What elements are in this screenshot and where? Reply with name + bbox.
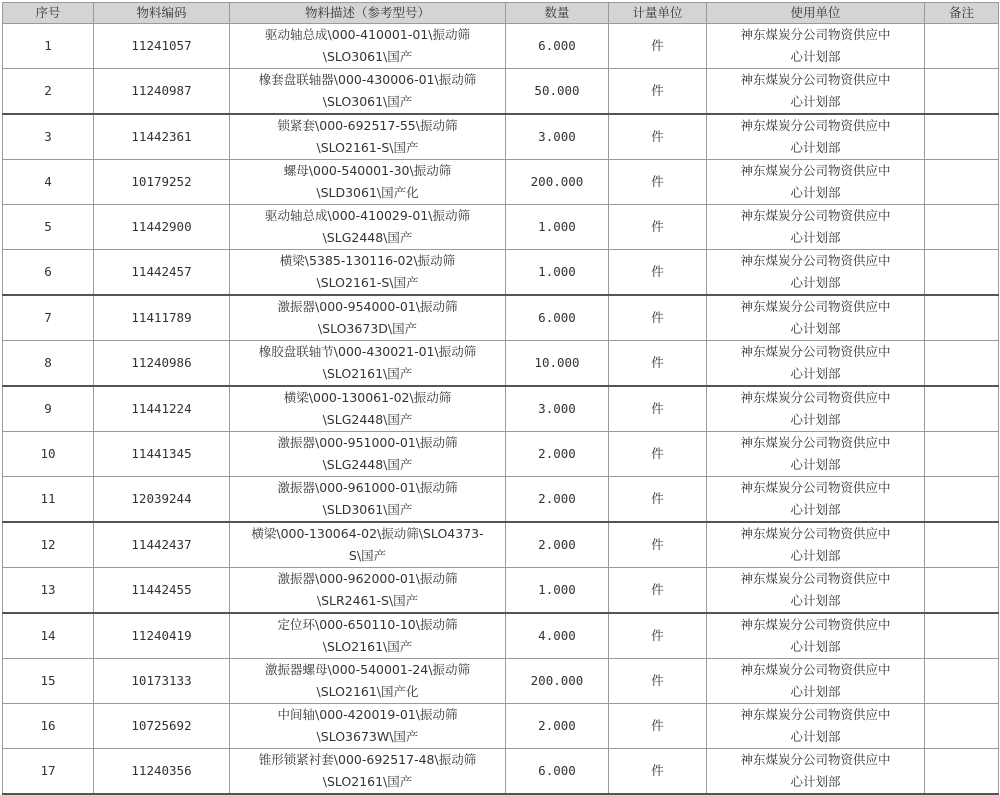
table-row xyxy=(3,704,999,749)
cell-dept xyxy=(707,24,925,69)
dept-line-2: 心计划部 xyxy=(790,729,841,744)
cell-unit: 件 xyxy=(609,295,707,341)
cell-dept xyxy=(707,613,925,659)
cell-note xyxy=(925,24,999,69)
table-row xyxy=(3,69,999,115)
dept-line-2: 心计划部 xyxy=(790,502,841,517)
cell-material-desc xyxy=(230,114,506,160)
desc-line-1: 横梁\000-130061-02\振动筛 xyxy=(283,390,452,405)
desc-line-1: 中间轴\000-420019-01\振动筛 xyxy=(277,707,458,722)
table-row xyxy=(3,295,999,341)
desc-line-2: \SLD3061\国产 xyxy=(322,502,413,517)
cell-unit: 件 xyxy=(609,341,707,387)
cell-note xyxy=(925,704,999,749)
cell-material-desc xyxy=(230,160,506,205)
cell-qty: 10.000 xyxy=(506,341,609,387)
table-row xyxy=(3,24,999,69)
desc-line-1: 横梁\000-130064-02\振动筛\SLO4373- xyxy=(251,526,484,541)
cell-note xyxy=(925,250,999,296)
cell-dept xyxy=(707,704,925,749)
cell-seq: 5 xyxy=(3,205,94,250)
cell-seq: 1 xyxy=(3,24,94,69)
desc-line-1: 激振器\000-962000-01\振动筛 xyxy=(277,571,458,586)
desc-line-1: 激振器\000-961000-01\振动筛 xyxy=(277,480,458,495)
cell-seq: 10 xyxy=(3,432,94,477)
cell-material-desc xyxy=(230,568,506,614)
dept-line-1: 神东煤炭分公司物资供应中 xyxy=(740,617,891,632)
cell-note xyxy=(925,522,999,568)
material-table xyxy=(2,2,999,795)
table-row xyxy=(3,250,999,296)
desc-line-2: \SLG2448\国产 xyxy=(322,457,413,472)
table-row xyxy=(3,160,999,205)
desc-line-1: 横梁\5385-130116-02\振动筛 xyxy=(279,253,456,268)
cell-material-code: 10179252 xyxy=(94,160,230,205)
header-row xyxy=(3,3,999,24)
cell-material-desc xyxy=(230,432,506,477)
desc-line-2: \SLO2161-S\国产 xyxy=(316,275,419,290)
desc-line-2: \SLO3061\国产 xyxy=(322,49,413,64)
dept-line-2: 心计划部 xyxy=(790,639,841,654)
cell-qty: 2.000 xyxy=(506,522,609,568)
dept-line-1: 神东煤炭分公司物资供应中 xyxy=(740,662,891,677)
dept-line-1: 神东煤炭分公司物资供应中 xyxy=(740,707,891,722)
dept-line-2: 心计划部 xyxy=(790,548,841,563)
cell-note xyxy=(925,114,999,160)
cell-dept xyxy=(707,386,925,432)
cell-seq: 12 xyxy=(3,522,94,568)
cell-unit: 件 xyxy=(609,205,707,250)
dept-line-1: 神东煤炭分公司物资供应中 xyxy=(740,299,891,314)
desc-line-2: \SLO3673D\国产 xyxy=(317,321,418,336)
dept-line-1: 神东煤炭分公司物资供应中 xyxy=(740,480,891,495)
cell-qty: 4.000 xyxy=(506,613,609,659)
dept-line-1: 神东煤炭分公司物资供应中 xyxy=(740,72,891,87)
cell-qty: 2.000 xyxy=(506,477,609,523)
cell-material-desc xyxy=(230,704,506,749)
cell-material-code: 11411789 xyxy=(94,295,230,341)
cell-material-code: 11442455 xyxy=(94,568,230,614)
cell-qty: 1.000 xyxy=(506,250,609,296)
cell-material-code: 10173133 xyxy=(94,659,230,704)
cell-note xyxy=(925,568,999,614)
cell-note xyxy=(925,477,999,523)
cell-dept xyxy=(707,205,925,250)
cell-seq: 3 xyxy=(3,114,94,160)
cell-material-code: 11241057 xyxy=(94,24,230,69)
desc-line-2: \SLO2161\国产化 xyxy=(316,684,419,699)
desc-line-2: \SLG2448\国产 xyxy=(322,412,413,427)
cell-note xyxy=(925,432,999,477)
dept-line-2: 心计划部 xyxy=(790,94,841,109)
cell-material-code: 11441345 xyxy=(94,432,230,477)
dept-line-1: 神东煤炭分公司物资供应中 xyxy=(740,163,891,178)
cell-material-code: 11442900 xyxy=(94,205,230,250)
cell-unit: 件 xyxy=(609,659,707,704)
dept-line-2: 心计划部 xyxy=(790,412,841,427)
cell-qty: 6.000 xyxy=(506,295,609,341)
cell-qty: 1.000 xyxy=(506,568,609,614)
cell-material-desc xyxy=(230,613,506,659)
cell-material-desc xyxy=(230,295,506,341)
cell-note xyxy=(925,613,999,659)
cell-unit: 件 xyxy=(609,432,707,477)
table-row xyxy=(3,432,999,477)
cell-seq: 13 xyxy=(3,568,94,614)
desc-line-1: 锁紧套\000-692517-55\振动筛 xyxy=(277,118,458,133)
desc-line-2: \SLO2161-S\国产 xyxy=(316,140,419,155)
table-row xyxy=(3,114,999,160)
cell-unit: 件 xyxy=(609,386,707,432)
desc-line-2: \SLR2461-S\国产 xyxy=(316,593,419,608)
dept-line-2: 心计划部 xyxy=(790,49,841,64)
cell-note xyxy=(925,341,999,387)
table-row xyxy=(3,341,999,387)
cell-seq: 16 xyxy=(3,704,94,749)
desc-line-1: 锥形锁紧衬套\000-692517-48\振动筛 xyxy=(258,752,477,767)
cell-material-desc xyxy=(230,522,506,568)
cell-note xyxy=(925,386,999,432)
header-dept: 使用单位 xyxy=(707,3,925,24)
dept-line-2: 心计划部 xyxy=(790,185,841,200)
cell-qty: 2.000 xyxy=(506,704,609,749)
cell-qty: 200.000 xyxy=(506,160,609,205)
cell-qty: 50.000 xyxy=(506,69,609,115)
dept-line-2: 心计划部 xyxy=(790,774,841,789)
cell-material-desc xyxy=(230,250,506,296)
cell-note xyxy=(925,659,999,704)
desc-line-2: S\国产 xyxy=(348,548,387,563)
dept-line-1: 神东煤炭分公司物资供应中 xyxy=(740,344,891,359)
cell-dept xyxy=(707,568,925,614)
table-row xyxy=(3,205,999,250)
cell-seq: 9 xyxy=(3,386,94,432)
cell-seq: 14 xyxy=(3,613,94,659)
header-unit: 计量单位 xyxy=(609,3,707,24)
cell-material-code: 10725692 xyxy=(94,704,230,749)
desc-line-1: 驱动轴总成\000-410001-01\振动筛 xyxy=(265,27,470,42)
cell-seq: 17 xyxy=(3,749,94,795)
cell-material-desc xyxy=(230,386,506,432)
cell-unit: 件 xyxy=(609,24,707,69)
cell-qty: 6.000 xyxy=(506,749,609,795)
desc-line-1: 激振器螺母\000-540001-24\振动筛 xyxy=(265,662,470,677)
cell-note xyxy=(925,295,999,341)
cell-seq: 11 xyxy=(3,477,94,523)
cell-dept xyxy=(707,114,925,160)
cell-unit: 件 xyxy=(609,69,707,115)
dept-line-1: 神东煤炭分公司物资供应中 xyxy=(740,253,891,268)
cell-note xyxy=(925,205,999,250)
cell-unit: 件 xyxy=(609,749,707,795)
table-row xyxy=(3,659,999,704)
cell-qty: 3.000 xyxy=(506,386,609,432)
dept-line-1: 神东煤炭分公司物资供应中 xyxy=(740,526,891,541)
cell-material-code: 11442457 xyxy=(94,250,230,296)
cell-material-code: 11240987 xyxy=(94,69,230,115)
cell-material-desc xyxy=(230,24,506,69)
desc-line-1: 驱动轴总成\000-410029-01\振动筛 xyxy=(265,208,470,223)
cell-qty: 2.000 xyxy=(506,432,609,477)
desc-line-2: \SLD3061\国产化 xyxy=(316,185,419,200)
cell-qty: 6.000 xyxy=(506,24,609,69)
cell-seq: 8 xyxy=(3,341,94,387)
cell-dept xyxy=(707,69,925,115)
cell-dept xyxy=(707,749,925,795)
desc-line-1: 激振器\000-951000-01\振动筛 xyxy=(277,435,458,450)
table-row xyxy=(3,568,999,614)
dept-line-2: 心计划部 xyxy=(790,230,841,245)
cell-unit: 件 xyxy=(609,613,707,659)
cell-material-desc xyxy=(230,341,506,387)
table-row xyxy=(3,386,999,432)
cell-note xyxy=(925,160,999,205)
cell-dept xyxy=(707,341,925,387)
dept-line-2: 心计划部 xyxy=(790,684,841,699)
table-row xyxy=(3,613,999,659)
cell-dept xyxy=(707,432,925,477)
cell-dept xyxy=(707,295,925,341)
cell-dept xyxy=(707,522,925,568)
cell-seq: 15 xyxy=(3,659,94,704)
desc-line-1: 橡套盘联轴器\000-430006-01\振动筛 xyxy=(258,72,477,87)
cell-dept xyxy=(707,659,925,704)
desc-line-2: \SLO2161\国产 xyxy=(322,774,413,789)
cell-unit: 件 xyxy=(609,568,707,614)
desc-line-2: \SLO2161\国产 xyxy=(322,639,413,654)
cell-material-code: 11240356 xyxy=(94,749,230,795)
dept-line-1: 神东煤炭分公司物资供应中 xyxy=(740,27,891,42)
desc-line-2: \SLG2448\国产 xyxy=(322,230,413,245)
cell-seq: 7 xyxy=(3,295,94,341)
cell-unit: 件 xyxy=(609,250,707,296)
cell-unit: 件 xyxy=(609,477,707,523)
cell-material-desc xyxy=(230,477,506,523)
cell-note xyxy=(925,749,999,795)
cell-material-desc xyxy=(230,205,506,250)
dept-line-1: 神东煤炭分公司物资供应中 xyxy=(740,571,891,586)
cell-material-code: 11442437 xyxy=(94,522,230,568)
desc-line-2: \SLO3061\国产 xyxy=(322,94,413,109)
header-desc: 物料描述（参考型号） xyxy=(230,3,506,24)
cell-dept xyxy=(707,477,925,523)
cell-material-code: 11240986 xyxy=(94,341,230,387)
dept-line-2: 心计划部 xyxy=(790,366,841,381)
header-note: 备注 xyxy=(925,3,999,24)
cell-seq: 4 xyxy=(3,160,94,205)
cell-material-code: 11441224 xyxy=(94,386,230,432)
table-body xyxy=(3,24,999,795)
desc-line-1: 橡胶盘联轴节\000-430021-01\振动筛 xyxy=(258,344,477,359)
dept-line-1: 神东煤炭分公司物资供应中 xyxy=(740,118,891,133)
header-seq: 序号 xyxy=(3,3,94,24)
desc-line-1: 激振器\000-954000-01\振动筛 xyxy=(277,299,458,314)
dept-line-1: 神东煤炭分公司物资供应中 xyxy=(740,752,891,767)
dept-line-1: 神东煤炭分公司物资供应中 xyxy=(740,208,891,223)
cell-unit: 件 xyxy=(609,114,707,160)
table-row xyxy=(3,522,999,568)
dept-line-2: 心计划部 xyxy=(790,593,841,608)
cell-seq: 6 xyxy=(3,250,94,296)
desc-line-1: 定位环\000-650110-10\振动筛 xyxy=(277,617,458,632)
table-row xyxy=(3,749,999,795)
cell-material-desc xyxy=(230,69,506,115)
cell-unit: 件 xyxy=(609,522,707,568)
dept-line-2: 心计划部 xyxy=(790,457,841,472)
cell-material-code: 11442361 xyxy=(94,114,230,160)
dept-line-1: 神东煤炭分公司物资供应中 xyxy=(740,390,891,405)
cell-seq: 2 xyxy=(3,69,94,115)
cell-dept xyxy=(707,250,925,296)
cell-unit: 件 xyxy=(609,704,707,749)
dept-line-1: 神东煤炭分公司物资供应中 xyxy=(740,435,891,450)
cell-qty: 3.000 xyxy=(506,114,609,160)
cell-material-code: 12039244 xyxy=(94,477,230,523)
cell-qty: 200.000 xyxy=(506,659,609,704)
header-code: 物料编码 xyxy=(94,3,230,24)
cell-qty: 1.000 xyxy=(506,205,609,250)
cell-material-desc xyxy=(230,749,506,795)
header-qty: 数量 xyxy=(506,3,609,24)
desc-line-1: 螺母\000-540001-30\振动筛 xyxy=(283,163,452,178)
cell-note xyxy=(925,69,999,115)
table-row xyxy=(3,477,999,523)
desc-line-2: \SLO2161\国产 xyxy=(322,366,413,381)
desc-line-2: \SLO3673W\国产 xyxy=(316,729,419,744)
cell-unit: 件 xyxy=(609,160,707,205)
cell-dept xyxy=(707,160,925,205)
dept-line-2: 心计划部 xyxy=(790,321,841,336)
cell-material-desc xyxy=(230,659,506,704)
cell-material-code: 11240419 xyxy=(94,613,230,659)
dept-line-2: 心计划部 xyxy=(790,275,841,290)
dept-line-2: 心计划部 xyxy=(790,140,841,155)
